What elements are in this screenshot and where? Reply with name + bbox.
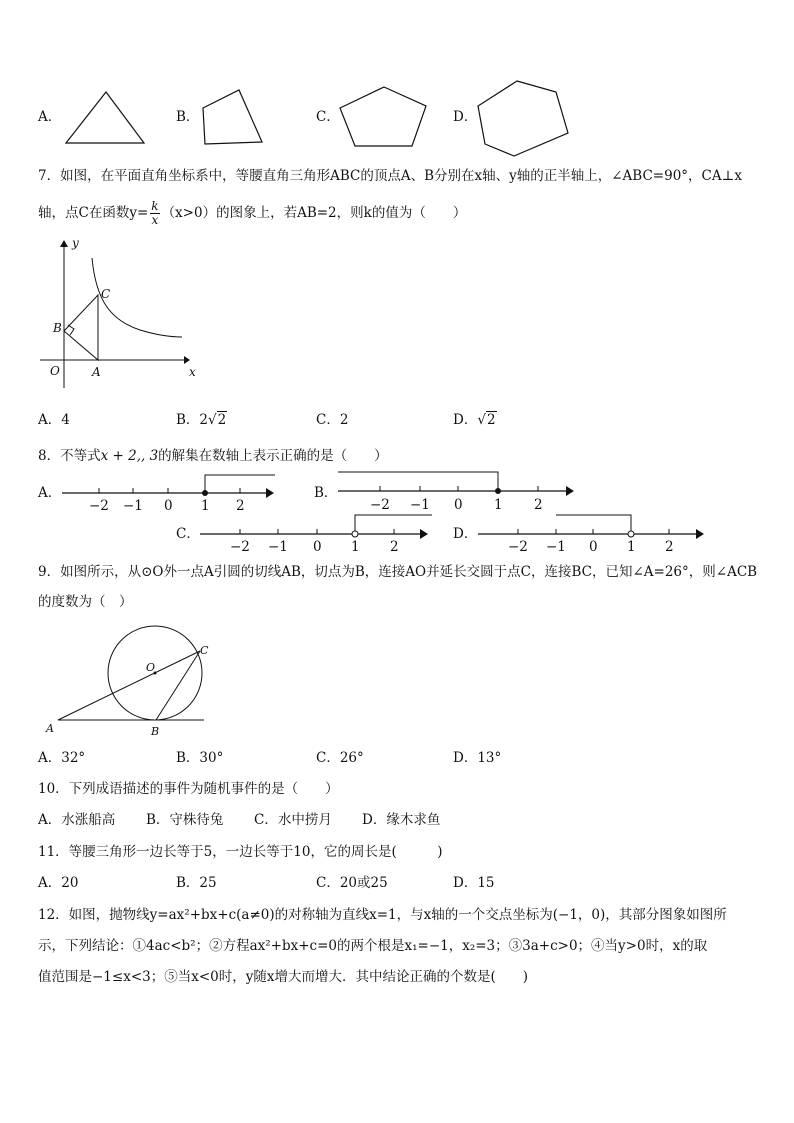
q6-option-a-label: A． bbox=[38, 109, 62, 125]
q7-option-b: B．2√2 bbox=[176, 412, 227, 428]
q8-d-tick: 1 bbox=[627, 539, 636, 555]
q7-label-c: C bbox=[101, 287, 111, 301]
q8-c-tick: −2 bbox=[230, 539, 250, 555]
q9-label-c: C bbox=[200, 644, 209, 657]
q12-stem-line2: 示，下列结论：①4ac<b²；②方程ax²+bx+c=0的两个根是x₁=−1，x₂=3；③3a+c>0；④当y>0时，x的取 bbox=[38, 938, 708, 954]
q8-option-d-label: D． bbox=[453, 526, 478, 542]
q7-option-a: A．4 bbox=[38, 412, 70, 428]
q6-pentagon-shape bbox=[340, 87, 426, 146]
q8-d-tick: 2 bbox=[665, 539, 674, 555]
q6-quadrilateral-shape bbox=[203, 90, 262, 144]
q9-label-a: A bbox=[46, 722, 54, 735]
q7-label-b: B bbox=[53, 321, 62, 335]
q7-stem-line2: 轴，点C在函数y= $\frac{k}{x}$ （x>0）的图象上，若AB=2，则k的值为（ ） bbox=[38, 199, 467, 227]
q8-c-tick: 1 bbox=[351, 539, 360, 555]
q8-a-tick: −1 bbox=[123, 498, 143, 514]
q7-label-o: O bbox=[50, 364, 60, 378]
q9-stem-line1: 9．如图所示，从⊙O外一点A引圆的切线AB，切点为B，连接AO并延长交圆于点C，连接BC，已知∠A=26°，则∠ACB bbox=[38, 564, 758, 580]
q6-option-b-label: B． bbox=[176, 109, 200, 125]
q7-fraction: $\frac{k}{x}$ bbox=[151, 199, 159, 227]
q10-stem: 10．下列成语描述的事件为随机事件的是（ ） bbox=[38, 781, 339, 797]
q11-stem: 11．等腰三角形一边长等于5，一边长等于10，它的周长是( ) bbox=[38, 844, 443, 860]
q11-option-c: C．20或25 bbox=[316, 875, 388, 891]
q8-d-tick: −1 bbox=[546, 539, 566, 555]
q11-option-a: A．20 bbox=[38, 875, 79, 891]
q8-option-b-label: B． bbox=[314, 485, 338, 501]
q7-figure bbox=[40, 240, 190, 388]
q9-option-d: D．13° bbox=[453, 750, 502, 766]
q8-a-tick: 2 bbox=[236, 498, 245, 514]
q9-stem-line2: 的度数为（ ） bbox=[38, 594, 133, 610]
q8-a-tick: 1 bbox=[201, 498, 210, 514]
q10-option-d: D．缘木求鱼 bbox=[362, 812, 441, 828]
q6-triangle-shape bbox=[66, 92, 144, 143]
q8-option-a-label: A． bbox=[38, 485, 62, 501]
q11-option-d: D．15 bbox=[453, 875, 495, 891]
q9-option-a: A．32° bbox=[38, 750, 86, 766]
q8-option-d-line bbox=[478, 515, 704, 539]
q8-option-c-line bbox=[200, 515, 432, 539]
q8-b-tick: −2 bbox=[370, 497, 390, 513]
q8-c-tick: −1 bbox=[268, 539, 288, 555]
q8-stem: 8．不等式x + 2,, 3的解集在数轴上表示正确的是（ ） bbox=[38, 448, 388, 464]
q12-stem-line1: 12．如图，抛物线y=ax²+bx+c(a≠0)的对称轴为直线x=1，与x轴的一个交点坐标为(−1，0)，其部分图象如图所 bbox=[38, 907, 727, 923]
q11-option-b: B．25 bbox=[176, 875, 217, 891]
q9-label-b: B bbox=[151, 725, 160, 738]
q8-a-tick: −2 bbox=[89, 498, 109, 514]
q9-line-ac bbox=[58, 651, 200, 720]
q10-option-a: A．水涨船高 bbox=[38, 812, 116, 828]
q6-hexagon-shape bbox=[478, 81, 568, 156]
q7-triangle-abc bbox=[64, 295, 98, 360]
q7-y-arrow bbox=[60, 240, 68, 247]
q10-option-c: C．水中捞月 bbox=[254, 812, 332, 828]
q9-figure bbox=[58, 626, 204, 720]
q8-b-tick: 1 bbox=[494, 497, 503, 513]
q8-d-tick: 0 bbox=[589, 539, 598, 555]
q6-option-c-label: C． bbox=[316, 109, 340, 125]
q9-option-c: C．26° bbox=[316, 750, 364, 766]
q7-option-d: D．√2 bbox=[453, 412, 496, 428]
q8-b-tick: −1 bbox=[410, 497, 430, 513]
q9-label-o: O bbox=[146, 661, 156, 674]
q10-option-b: B．守株待兔 bbox=[146, 812, 224, 828]
q8-a-tick: 0 bbox=[164, 498, 173, 514]
q8-b-tick: 0 bbox=[454, 497, 463, 513]
q7-label-x: x bbox=[189, 365, 196, 379]
q8-c-tick: 0 bbox=[313, 539, 322, 555]
q7-option-c: C．2 bbox=[316, 412, 349, 428]
q7-label-y: y bbox=[72, 236, 79, 250]
q6-option-d-label: D． bbox=[453, 109, 478, 125]
q9-option-b: B．30° bbox=[176, 750, 224, 766]
q8-d-tick: −2 bbox=[508, 539, 528, 555]
q7-label-a: A bbox=[92, 365, 101, 379]
q8-option-c-label: C． bbox=[176, 526, 200, 542]
q12-stem-line3: 值范围是−1≤x<3；⑤当x<0时，y随x增大而增大．其中结论正确的个数是( ) bbox=[38, 969, 529, 985]
q8-c-tick: 2 bbox=[390, 539, 399, 555]
q8-b-tick: 2 bbox=[534, 497, 543, 513]
q8-option-a-line bbox=[62, 475, 275, 498]
q8-option-b-line bbox=[338, 472, 574, 496]
q7-stem-line1: 7．如图，在平面直角坐标系中，等腰直角三角形ABC的顶点A、B分别在x轴、y轴的正半轴上，∠ABC=90°，CA⊥x bbox=[38, 168, 742, 184]
